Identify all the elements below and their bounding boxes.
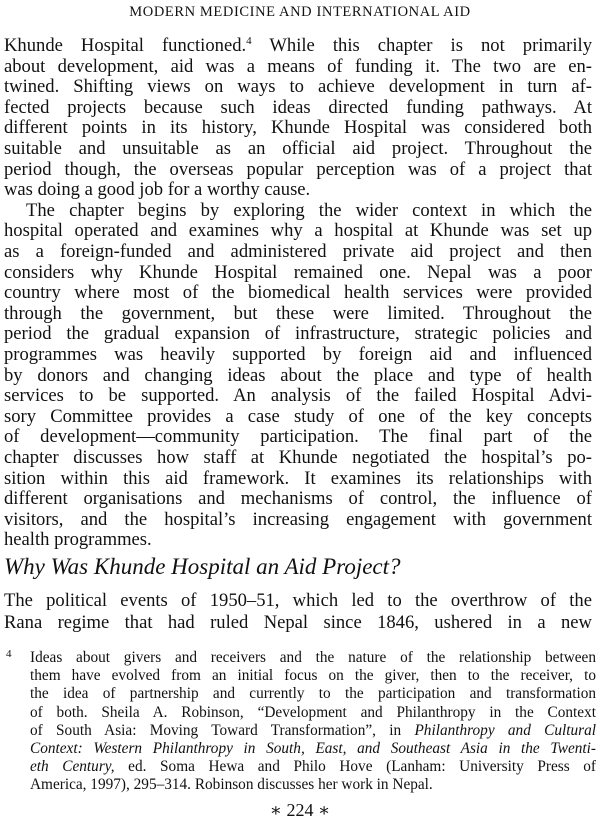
footnote-line: them have evolved from an initial focus on the giver, then to the receiver, to [30,667,596,685]
text-line: Khunde Hospital functioned.$^4$ While this chapter is not primarily [4,35,592,56]
text-line: country where most of the biomedical health services were provided [4,282,592,304]
text-line: The political events of 1950–51, which led to the overthrow of the [4,590,592,611]
footnote-line: of both. Sheila A. Robinson, “Development and Philanthropy in the Context [30,703,596,721]
text-line: by donors and changing ideas about the place and type of health [4,364,592,386]
text-line: through the government, but these were limited. Throughout the [4,302,592,324]
text-line: visitors, and the hospital’s increasing engagement with government [4,508,592,530]
text-line: programmes was heavily supported by foreign aid and influenced [4,344,592,365]
footnote-ref: 4 [246,35,252,47]
footnote-line: of South Asia: Moving Toward Transformation”, in Philanthropy and Cultural [30,721,596,739]
text-line: fected projects because such ideas directed funding pathways. At [4,96,592,118]
footnote-line: America, 1997), 295–314. Robinson discusses her work in Nepal. [30,776,433,794]
footnote-line: eth Century, ed. Soma Hewa and Philo Hove (Lanham: University Press of [30,758,596,776]
text-line: about development, aid was a means of funding it. The two are en- [4,55,592,77]
page-number: ∗ 224 ∗ [269,800,331,820]
text-line: sory Committee provides a case study of one of the key concepts [4,405,592,427]
footnote-line: the idea of partnership and currently to the participation and transformation [30,685,596,703]
text-line: twined. Shifting views on ways to achieve development in turn af- [4,76,592,98]
text-line: sition within this aid framework. It examines its relationships with [4,467,592,489]
running-head: MODERN MEDICINE AND INTERNATIONAL AID [129,4,471,20]
text-line: different points in its history, Khunde Hospital was considered both [4,117,592,139]
text-line: hospital operated and examines why a hospital at Khunde was set up [4,220,592,242]
text-line: as a foreign-funded and administered private aid project and then [4,241,592,262]
text-line: different organisations and mechanisms of control, the influence of [4,488,592,510]
text-line: Rana regime that had ruled Nepal since 1846, ushered in a new [4,612,592,633]
footnote-line: Context: Western Philanthropy in South, East, and Southeast Asia in the Twenti- [30,740,596,757]
text-line: services to be supported. An analysis of the failed Hospital Advi- [4,385,592,407]
text-line: was doing a good job for a worthy cause. [4,179,311,201]
text-line: of development—community participation. The final part of the [4,426,592,448]
text-line: health programmes. [4,529,152,551]
footnote-line: Ideas about givers and receivers and the nature of the relationship between [30,649,596,666]
text-line: period though, the overseas popular perception was of a project that [4,158,592,180]
text-line: The chapter begins by exploring the wider context in which the [26,199,592,221]
text-line: considers why Khunde Hospital remained one. Nepal was a poor [4,261,592,283]
text-line: period the gradual expansion of infrastructure, strategic policies and [4,323,592,345]
footnote-number: 4 [6,648,12,660]
text-line: suitable and unsuitable as an official aid project. Throughout the [4,138,592,159]
text-line: chapter discusses how staff at Khunde negotiated the hospital’s po- [4,447,592,468]
section-heading: Why Was Khunde Hospital an Aid Project? [4,554,401,579]
